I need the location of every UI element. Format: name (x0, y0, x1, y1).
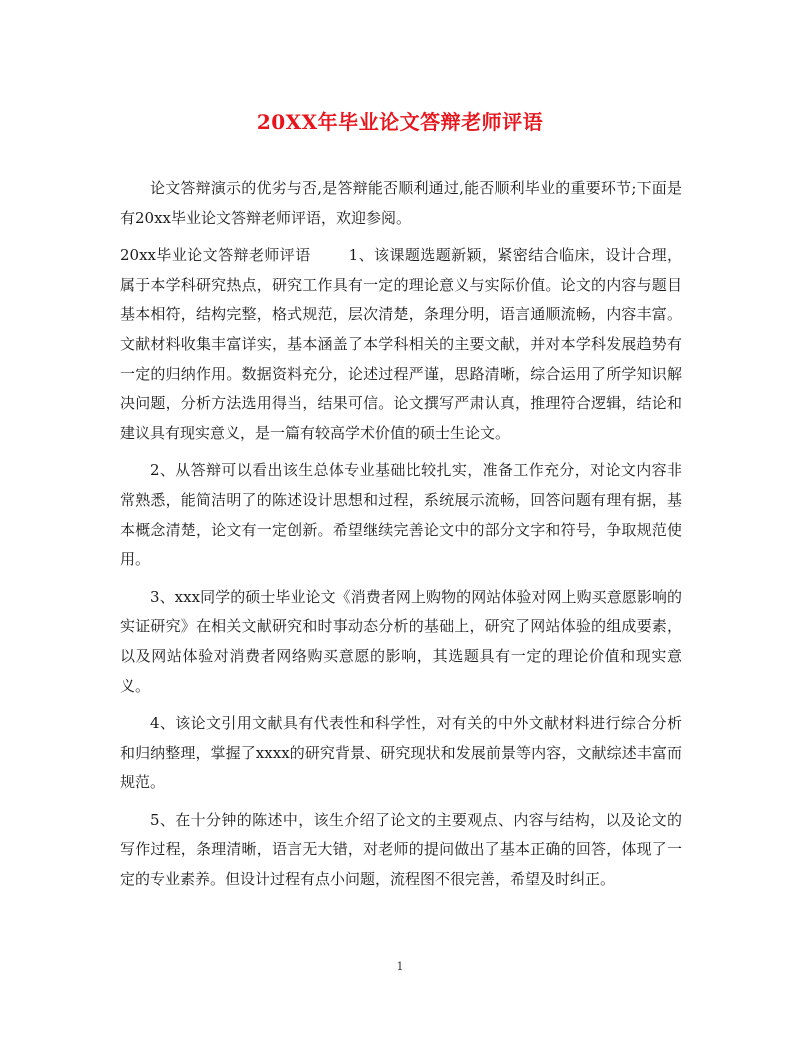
paragraph-4: 4、该论文引用文献具有代表性和科学性，对有关的中外文献材料进行综合分析和归纳整理，掌握了xxxx的研究背景、研究现状和发展前景等内容，文献综述丰富而规范。 (120, 714, 682, 792)
page-number: 1 (396, 960, 404, 973)
paragraph-1 (120, 241, 682, 448)
paragraph-2: 2、从答辩可以看出该生总体专业基础比较扎实，准备工作充分，对论文内容非常熟悉，能简洁明了的陈述设计思想和过程，系统展示流畅，回答问题有理有据，基本概念清楚，论文有一定创新。希望继续完善论文中的部分文字和符号，争取规范使用。 (120, 461, 682, 569)
document-title: 20XX年毕业论文答辩老师评语 (256, 110, 544, 134)
section-label: 20xx毕业论文答辩老师评语 (120, 246, 311, 265)
intro-paragraph: 论文答辩演示的优劣与否,是答辩能否顺利通过,能否顺利毕业的重要环节;下面是有20xx毕业论文答辩老师评语，欢迎参阅。 (120, 179, 682, 227)
paragraph-5: 5、在十分钟的陈述中，该生介绍了论文的主要观点、内容与结构，以及论文的写作过程，条理清晰，语言无大错，对老师的提问做出了基本正确的回答，体现了一定的专业素养。但设计过程有点小问题，流程图不很完善，希望及时纠正。 (120, 810, 682, 889)
paragraph-3: 3、xxx同学的硕士毕业论文《消费者网上购物的网站体验对网上购买意愿影响的实证研究》在相关文献研究和时事动态分析的基础上，研究了网站体验的组成要素，以及网站体验对消费者网络购买意愿的影响，其选题具有一定的理论价值和现实意义。 (120, 587, 682, 695)
paragraph-1-text: 1、该课题选题新颖，紧密结合临床，设计合理，属于本学科研究热点，研究工作具有一定的理论意义与实际价值。论文的内容与题目基本相符，结构完整，格式规范，层次清楚，条理分明，语言通顺流畅，内容丰富。文献材料收集丰富详实，基本涵盖了本学科相关的主要文献，并对本学科发展趋势有一定的归纳作用。数据资料充分，论述过程严谨，思路清晰，综合运用了所学知识解决问题，分析方法选用得当，结果可信。论文撰写严肃认真，推理符合逻辑，结论和建议具有现实意义，是一篇有较高学术价值的硕士生论文。 (120, 246, 683, 442)
document-body (120, 174, 682, 903)
